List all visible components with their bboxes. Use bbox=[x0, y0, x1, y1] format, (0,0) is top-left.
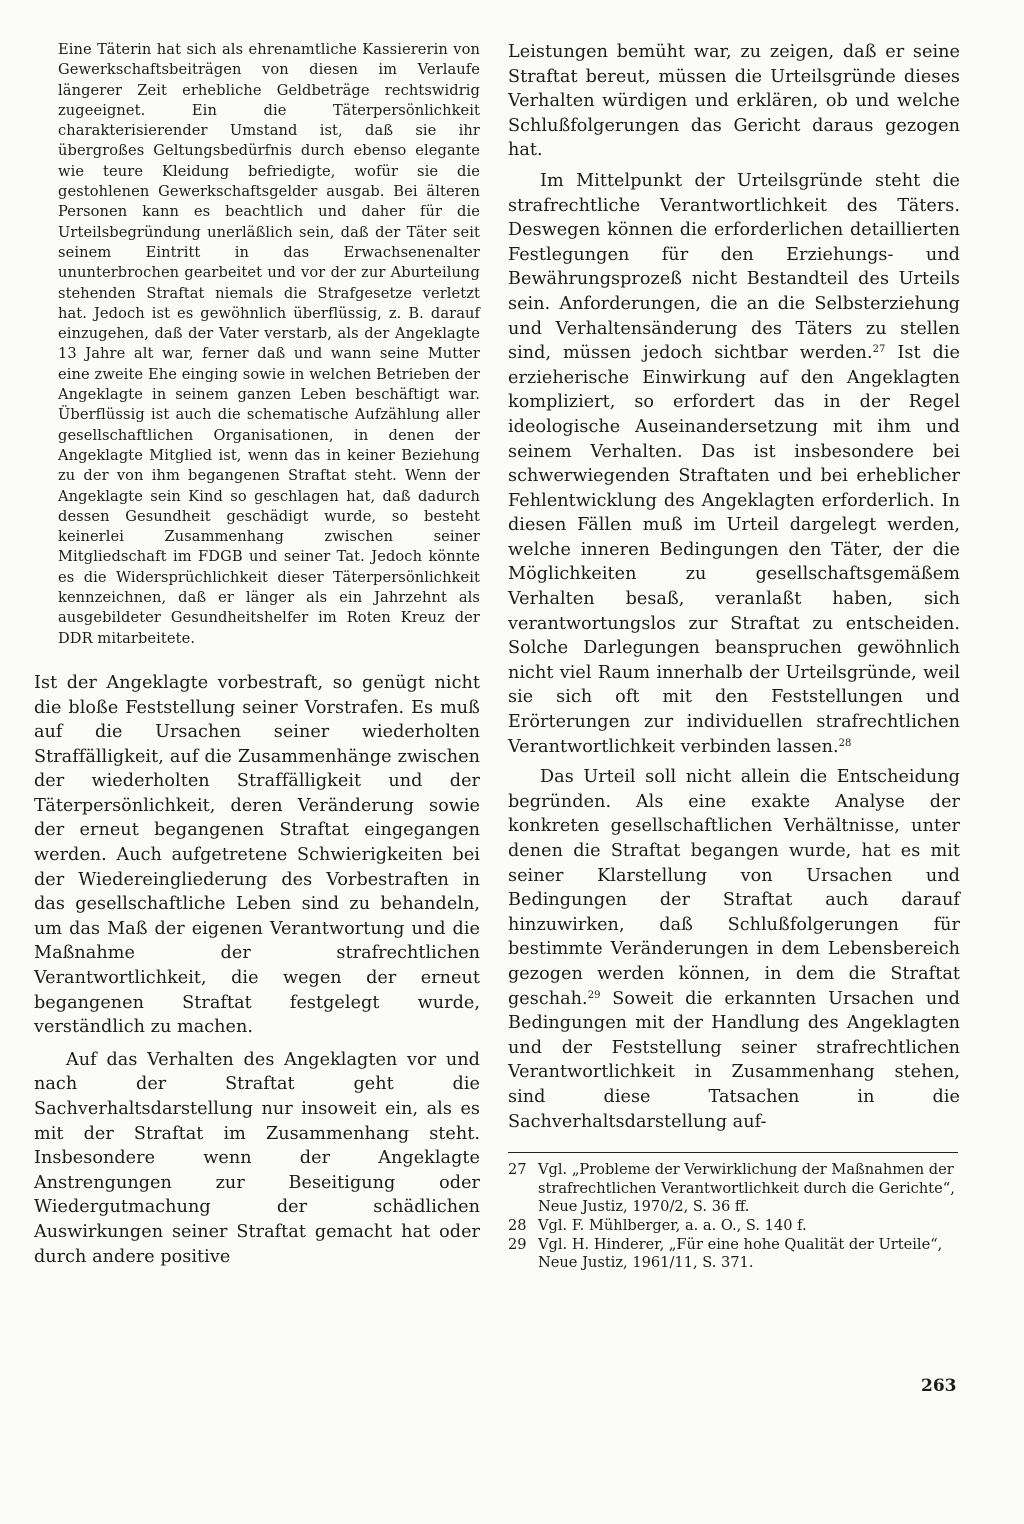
body-paragraph bbox=[508, 169, 960, 759]
footnote-reference[interactable]: 29 bbox=[587, 989, 601, 1001]
paragraph-text: Soweit die erkannten Ursachen und Bedingungen mit der Handlung des Angeklagten und der Feststellung seiner strafrechtlichen Verantwortlichkeit in Zusammenhang stehen, sind diese Tatsachen in die Sachverhaltsdarstellung auf- bbox=[508, 988, 960, 1132]
example-block: Eine Täterin hat sich als ehrenamtliche Kassiererin von Gewerkschaftsbeiträgen von diesen im Verlaufe längerer Zeit erhebliche Geldbeträge rechtswidrig zugeeignet. Ein die Täterpersönlichkeit charakterisierender Umstand ist, daß sie ihr übergroßes Geltungsbedürfnis durch ebenso elegante wie teure Kleidung befriedigte, wofür sie die gestohlenen Gewerkschaftsgelder ausgab. Bei älteren Personen kann es beachtlich und daher für die Urteilsbegründung unerläßlich sein, daß der Täter seit seinem Eintritt in das Erwachsenenalter ununterbrochen gearbeitet und vor der zur Aburteilung stehenden Straftat niemals die Strafgesetze verletzt hat. Jedoch ist es gewöhnlich überflüssig, z. B. darauf einzugehen, daß der Vater verstarb, als der Angeklagte 13 Jahre alt war, ferner daß und wann seine Mutter eine zweite Ehe einging sowie in welchen Betrieben der Angeklagte in seinem ganzen Leben beschäftigt war. Überflüssig ist auch die schematische Aufzählung aller gesellschaftlichen Organisationen, in denen der Angeklagte Mitglied ist, wenn das in keiner Beziehung zu der von ihm begangenen Straftat steht. Wenn der Angeklagte sein Kind so geschlagen hat, daß dadurch dessen Gesundheit geschädigt wurde, so besteht keinerlei Zusammenhang zwischen seiner Mitgliedschaft im FDGB und seiner Tat. Jedoch könnte es die Widersprüchlichkeit dieser Täterpersönlichkeit kennzeichnen, daß er länger als ein Jahrzehnt als ausgebildeter Gesundheitshelfer im Roten Kreuz der DDR mitarbeitete. bbox=[58, 41, 480, 647]
footnote-reference[interactable]: 28 bbox=[838, 737, 852, 749]
footnote-number: 29 bbox=[508, 1235, 527, 1253]
body-paragraph: Leistungen bemüht war, zu zeigen, daß er seine Straftat bereut, müssen die Urteilsgründe dieses Verhalten würdigen und erklären, ob und welche Schlußfolgerungen das Gericht daraus gezogen hat. bbox=[508, 42, 960, 161]
paragraph-text: Das Urteil soll nicht allein die Entscheidung begründen. Als eine exakte Analyse der konkreten gesellschaftlichen Verhältnisse, unter denen die Straftat begangen wurde, hat es mit seiner Klarstellung von Ursachen und Bedingungen der Straftat auch darauf hinzuwirken, daß Schlußfolgerungen für bestimmte Veränderungen in dem Lebensbereich gezogen werden können, in dem die Straftat geschah. bbox=[508, 767, 960, 1009]
paragraph-text: Ist die erzieherische Einwirkung auf den Angeklagten kompliziert, so erfordert das in der Regel ideologische Auseinandersetzung mit ihm und seinem Verhalten. Das ist insbesondere bei schwerwiegenden Straftaten und bei erheblicher Fehlentwicklung des Angeklagten erforderlich. In diesen Fällen muß im Urteil dargelegt werden, welche inneren Bedingungen den Täter, der die Möglichkeiten zu gesellschaftsgemäßem Verhalten besaß, veranlaßt haben, sich verantwortungslos zur Straftat zu entscheiden. Solche Darlegungen beanspruchen gewöhnlich nicht viel Raum innerhalb der Urteilsgründe, weil sie sich oft mit den Feststellungen und Erörterungen zur individuellen strafrechtlichen Verantwortlichkeit verbinden lassen. bbox=[508, 343, 960, 757]
footnotes bbox=[508, 1161, 960, 1273]
footnote-27 bbox=[508, 1161, 960, 1217]
page-number: 263 bbox=[921, 1376, 957, 1396]
footnote-number: 27 bbox=[508, 1161, 527, 1179]
footnote-text: Vgl. „Probleme der Verwirklichung der Maßnahmen der strafrechtlichen Verantwortlichkeit durch die Gerichte“, Neue Justiz, 1970/2, S. 36 ff. bbox=[538, 1161, 955, 1216]
right-column bbox=[508, 40, 960, 1273]
footnote-reference[interactable]: 27 bbox=[872, 344, 886, 356]
footnote-number: 28 bbox=[508, 1216, 527, 1234]
left-column bbox=[34, 40, 480, 1269]
body-paragraph: Auf das Verhalten des Angeklagten vor und nach der Straftat geht die Sachverhaltsdarstellung nur insoweit ein, als es mit der Straftat im Zusammenhang steht. Insbesondere wenn der Angeklagte Anstrengungen zur Beseitigung oder Wiedergutmachung der schädlichen Auswirkungen seiner Straftat gemacht hat oder durch andere positive bbox=[34, 1049, 480, 1267]
footnote-29 bbox=[508, 1236, 960, 1273]
footnote-text: Vgl. H. Hinderer, „Für eine hohe Qualität der Urteile“, Neue Justiz, 1961/11, S. 371. bbox=[538, 1235, 943, 1272]
paragraph-text: Im Mittelpunkt der Urteilsgründe steht die strafrechtliche Verantwortlichkeit des Täters. Deswegen können die erforderlichen detaillierten Festlegungen für den Erziehungs- und Bewährungsprozeß nicht Bestandteil des Urteils sein. Anforderungen, die an die Selbsterziehung und Verhaltensänderung des Täters zu stellen sind, müssen jedoch sichtbar werden. bbox=[508, 170, 960, 364]
footnote-text: Vgl. F. Mühlberger, a. a. O., S. 140 f. bbox=[538, 1216, 807, 1234]
footnote-28 bbox=[508, 1217, 960, 1236]
footnote-divider bbox=[508, 1152, 958, 1153]
body-paragraph: Ist der Angeklagte vorbestraft, so genügt nicht die bloße Feststellung seiner Vorstrafen. Es muß auf die Ursachen seiner wiederholten Straffälligkeit, auf die Zusammenhänge zwischen der wiederholten Straffälligkeit und der Täterpersönlichkeit, deren Veränderung sowie der erneut begangenen Straftat eingegangen werden. Auch aufgetretene Schwierigkeiten bei der Wiedereingliederung des Vorbestraften in das gesellschaftliche Leben sind zu behandeln, um das Maß der eigenen Verantwortung und die Maßnahme der strafrechtlichen Verantwortlichkeit, die wegen der erneut begangenen Straftat festgelegt wurde, verständlich zu machen. bbox=[34, 672, 480, 1038]
body-paragraph bbox=[508, 765, 960, 1134]
